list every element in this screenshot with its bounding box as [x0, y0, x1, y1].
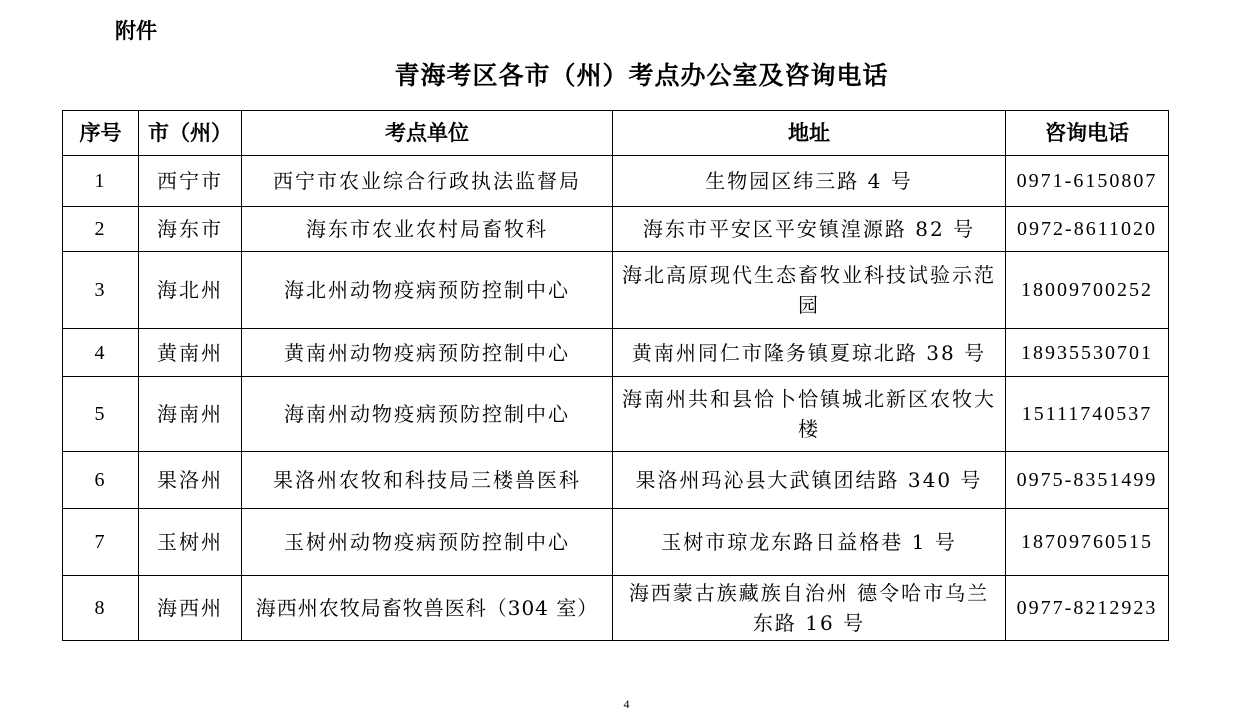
header-address: 地址 — [613, 111, 1006, 156]
cell-city: 玉树州 — [139, 509, 242, 576]
cell-unit: 海北州动物疫病预防控制中心 — [242, 252, 613, 329]
table-row — [63, 509, 1169, 576]
cell-unit: 海南州动物疫病预防控制中心 — [242, 377, 613, 452]
cell-unit: 果洛州农牧和科技局三楼兽医科 — [242, 452, 613, 509]
cell-phone: 0972-8611020 — [1006, 207, 1169, 252]
table-header-row — [63, 111, 1169, 156]
cell-city: 海西州 — [139, 576, 242, 641]
cell-address: 黄南州同仁市隆务镇夏琼北路 38 号 — [613, 329, 1006, 377]
attachment-label: 附件 — [115, 19, 157, 43]
cell-phone: 18709760515 — [1006, 509, 1169, 576]
header-city: 市（州） — [139, 111, 242, 156]
table-row — [63, 576, 1169, 641]
cell-unit: 海西州农牧局畜牧兽医科（304 室） — [242, 576, 613, 641]
cell-address: 玉树市琼龙东路日益格巷 1 号 — [613, 509, 1006, 576]
header-phone: 咨询电话 — [1006, 111, 1169, 156]
cell-index: 3 — [63, 252, 139, 329]
cell-index: 2 — [63, 207, 139, 252]
cell-unit: 西宁市农业综合行政执法监督局 — [242, 156, 613, 207]
cell-city: 海北州 — [139, 252, 242, 329]
cell-address: 海北高原现代生态畜牧业科技试验示范园 — [613, 252, 1006, 329]
cell-address: 海南州共和县恰卜恰镇城北新区农牧大楼 — [613, 377, 1006, 452]
cell-address: 海东市平安区平安镇湟源路 82 号 — [613, 207, 1006, 252]
cell-phone: 0971-6150807 — [1006, 156, 1169, 207]
cell-index: 6 — [63, 452, 139, 509]
cell-unit: 黄南州动物疫病预防控制中心 — [242, 329, 613, 377]
cell-city: 果洛州 — [139, 452, 242, 509]
cell-index: 4 — [63, 329, 139, 377]
cell-index: 5 — [63, 377, 139, 452]
cell-phone: 18009700252 — [1006, 252, 1169, 329]
header-index: 序号 — [63, 111, 139, 156]
page-number: 4 — [623, 697, 630, 711]
cell-unit: 玉树州动物疫病预防控制中心 — [242, 509, 613, 576]
cell-phone: 18935530701 — [1006, 329, 1169, 377]
table-row — [63, 452, 1169, 509]
contact-table — [62, 110, 1169, 641]
cell-phone: 0977-8212923 — [1006, 576, 1169, 641]
cell-index: 8 — [63, 576, 139, 641]
cell-address: 生物园区纬三路 4 号 — [613, 156, 1006, 207]
cell-city: 海南州 — [139, 377, 242, 452]
cell-city: 海东市 — [139, 207, 242, 252]
page-title: 青海考区各市（州）考点办公室及咨询电话 — [394, 61, 889, 90]
cell-index: 7 — [63, 509, 139, 576]
cell-index: 1 — [63, 156, 139, 207]
table-row — [63, 156, 1169, 207]
table-row — [63, 377, 1169, 452]
cell-phone: 15111740537 — [1006, 377, 1169, 452]
cell-unit: 海东市农业农村局畜牧科 — [242, 207, 613, 252]
table-row — [63, 207, 1169, 252]
table-row — [63, 252, 1169, 329]
cell-phone: 0975-8351499 — [1006, 452, 1169, 509]
header-unit: 考点单位 — [242, 111, 613, 156]
table-row — [63, 329, 1169, 377]
cell-city: 黄南州 — [139, 329, 242, 377]
cell-city: 西宁市 — [139, 156, 242, 207]
cell-address: 果洛州玛沁县大武镇团结路 340 号 — [613, 452, 1006, 509]
cell-address: 海西蒙古族藏族自治州 德令哈市乌兰东路 16 号 — [613, 576, 1006, 641]
